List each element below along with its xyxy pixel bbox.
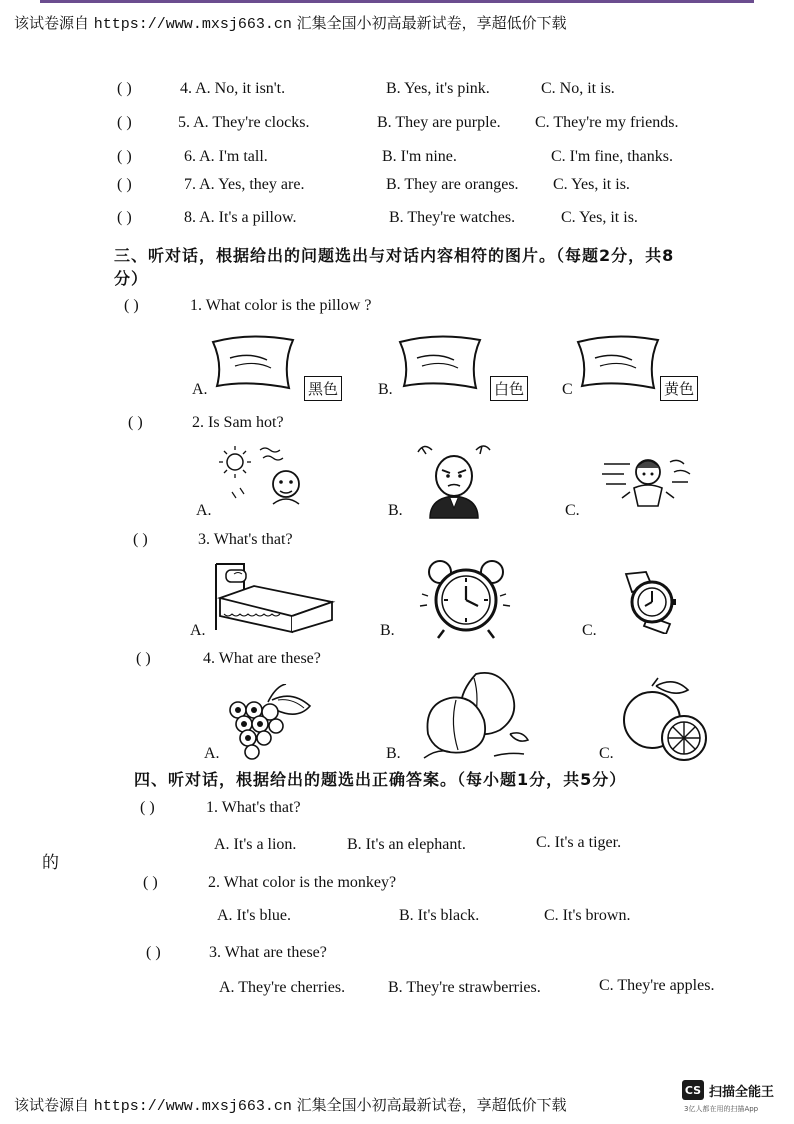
answer-blank[interactable]: ( ) [117, 114, 132, 131]
picture-label-c: C. [565, 502, 580, 519]
option-c: C. It's brown. [544, 907, 631, 924]
header-url[interactable]: https://www.mxsj663.cn [93, 16, 292, 33]
question-text: 2. Is Sam hot? [192, 414, 284, 431]
footer-prefix: 该试卷源自 [14, 1096, 90, 1114]
option-c: C. Yes, it is. [553, 176, 630, 193]
pillow-picture-c[interactable] [570, 330, 665, 395]
answer-blank[interactable]: ( ) [140, 799, 155, 816]
picture-label-a: A. [204, 745, 220, 762]
pillow-picture-b[interactable] [392, 330, 487, 395]
picture-label-b: B. [378, 381, 393, 398]
answer-blank[interactable]: ( ) [128, 414, 143, 431]
answer-blank[interactable]: ( ) [117, 148, 132, 165]
option-b: B. I'm nine. [382, 148, 457, 165]
option-a: 8. A. It's a pillow. [184, 209, 297, 226]
picture-label-c: C. [599, 745, 614, 762]
picture-label-c: C [562, 381, 573, 398]
option-a: A. It's blue. [217, 907, 291, 924]
picture-label-a: A. [192, 381, 208, 398]
option-a: 5. A. They're clocks. [178, 114, 310, 131]
picture-label-c: C. [582, 622, 597, 639]
answer-blank[interactable]: ( ) [117, 209, 132, 226]
answer-blank[interactable]: ( ) [146, 944, 161, 961]
answer-blank[interactable]: ( ) [124, 297, 139, 314]
answer-blank[interactable]: ( ) [117, 176, 132, 193]
option-a: A. It's a lion. [214, 836, 297, 853]
option-b: B. It's black. [399, 907, 480, 924]
option-b: B. They are oranges. [386, 176, 519, 193]
option-c: C. No, it is. [541, 80, 615, 97]
question-text: 3. What are these? [209, 944, 327, 961]
option-b: B. They're strawberries. [388, 979, 541, 996]
section3-title-cont: 分） [114, 269, 149, 288]
watch-picture[interactable] [612, 570, 686, 634]
color-tag-white: 白色 [490, 376, 528, 401]
pillow-picture-a[interactable] [205, 330, 300, 395]
question-text: 2. What color is the monkey? [208, 874, 397, 891]
picture-label-a: A. [196, 502, 212, 519]
hot-person-picture[interactable] [218, 442, 310, 512]
option-b: B. They are purple. [377, 114, 501, 131]
answer-blank[interactable]: ( ) [133, 531, 148, 548]
option-b: B. It's an elephant. [347, 836, 466, 853]
footer-url[interactable]: https://www.mxsj663.cn [93, 1098, 292, 1115]
bed-picture[interactable] [212, 556, 336, 640]
answer-blank[interactable]: ( ) [117, 80, 132, 97]
grapes-picture[interactable] [226, 684, 314, 762]
question-text: 1. What's that? [206, 799, 301, 816]
question-text: 1. What color is the pillow ? [190, 297, 372, 314]
cold-wind-picture[interactable] [600, 448, 695, 513]
option-c: C. They're my friends. [535, 114, 679, 131]
color-tag-black: 黑色 [304, 376, 342, 401]
picture-label-a: A. [190, 622, 206, 639]
header-suffix: 汇集全国小初高最新试卷，享超低价下载 [296, 14, 567, 32]
option-a: 6. A. I'm tall. [184, 148, 268, 165]
page-header [14, 12, 567, 33]
question-text: 4. What are these? [203, 650, 321, 667]
question-text: 3. What's that? [198, 531, 293, 548]
oranges-picture[interactable] [618, 676, 714, 762]
alarm-clock-picture[interactable] [418, 554, 514, 640]
angry-person-picture[interactable] [412, 440, 496, 520]
option-a: 4. A. No, it isn't. [180, 80, 286, 97]
section3-title: 三、听对话，根据给出的问题选出与对话内容相符的图片。（每题2分，共8 [114, 246, 675, 265]
picture-label-b: B. [386, 745, 401, 762]
answer-blank[interactable]: ( ) [143, 874, 158, 891]
picture-label-b: B. [380, 622, 395, 639]
option-c: C. They're apples. [599, 977, 715, 994]
option-b: B. They're watches. [389, 209, 516, 226]
option-b: B. Yes, it's pink. [386, 80, 490, 97]
cs-badge-icon: CS [682, 1080, 704, 1100]
color-tag-yellow: 黄色 [660, 376, 698, 401]
scanner-tagline: 3亿人都在用的扫描App [684, 1105, 759, 1113]
page-footer [14, 1094, 567, 1115]
header-prefix: 该试卷源自 [14, 14, 90, 32]
peaches-picture[interactable] [420, 668, 530, 760]
picture-label-b: B. [388, 502, 403, 519]
option-c: C. I'm fine, thanks. [551, 148, 673, 165]
footer-suffix: 汇集全国小初高最新试卷，享超低价下载 [296, 1096, 567, 1114]
option-c: C. Yes, it is. [561, 209, 638, 226]
top-color-bar [40, 0, 754, 3]
option-c: C. It's a tiger. [536, 834, 622, 851]
option-a: 7. A. Yes, they are. [184, 176, 305, 193]
margin-stray-char: 的 [42, 853, 59, 872]
scanner-logo [682, 1080, 774, 1100]
section4-title: 四、听对话，根据给出的题选出正确答案。（每小题1分，共5分） [134, 770, 627, 789]
option-a: A. They're cherries. [219, 979, 346, 996]
answer-blank[interactable]: ( ) [136, 650, 151, 667]
scanner-app-name: 扫描全能王 [709, 1084, 775, 1100]
